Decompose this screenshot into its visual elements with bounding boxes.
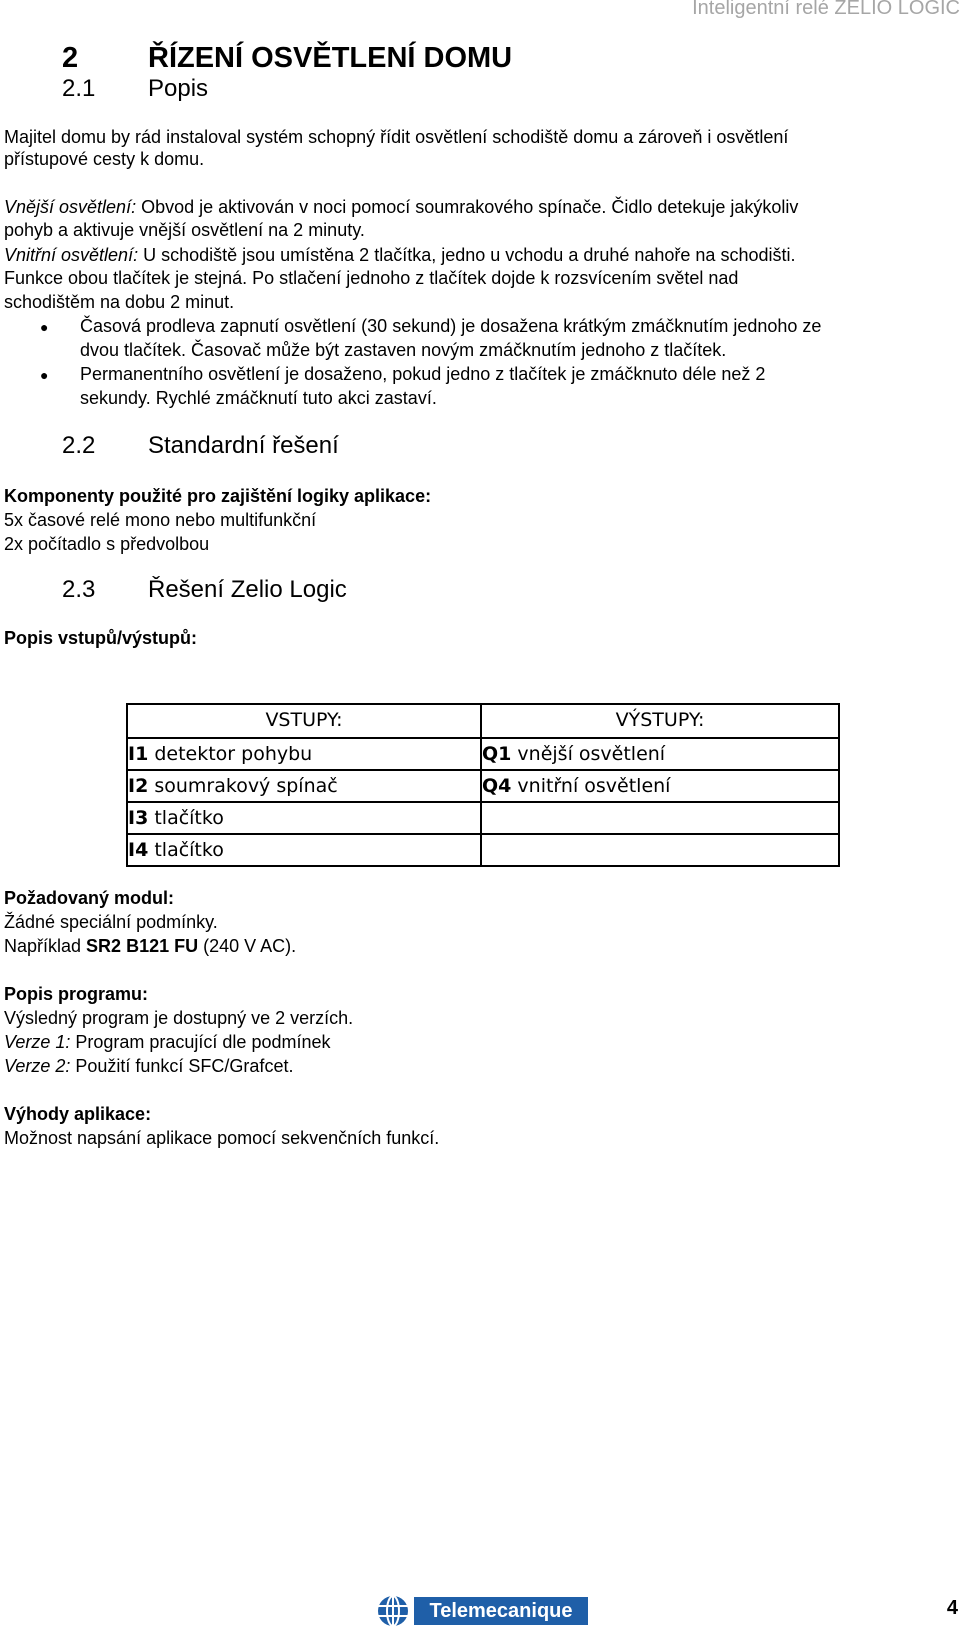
- inputs-header: VSTUPY:: [127, 704, 481, 738]
- output-cell: [481, 770, 839, 802]
- table-header-row: [127, 704, 839, 738]
- table-row: [127, 834, 839, 866]
- components-heading: Komponenty použité pro zajištění logiky aplikace:: [4, 486, 432, 506]
- module-line: Žádné speciální podmínky.: [4, 912, 218, 932]
- page-number: 4: [946, 1597, 958, 1619]
- input-cell: [127, 738, 481, 770]
- module-suffix: (240 V AC).: [198, 936, 297, 956]
- telemecanique-logo: [376, 1595, 586, 1627]
- input-desc: tlačítko: [148, 839, 224, 861]
- version-1-text: Program pracující dle podmínek: [70, 1032, 331, 1052]
- program-heading: Popis programu:: [4, 984, 149, 1004]
- table-row: [127, 738, 839, 770]
- subsection-number-2-3: 2.3: [62, 576, 96, 603]
- outdoor-label: Vnější osvětlení:: [4, 197, 137, 217]
- input-code: I1: [128, 743, 149, 765]
- components-line: 5x časové relé mono nebo multifunkční: [4, 510, 317, 530]
- output-desc: vnější osvětlení: [511, 743, 666, 765]
- subsection-title-2-2: Standardní řešení: [148, 432, 339, 459]
- table-row: [127, 802, 839, 834]
- indoor-line: schodištěm na dobu 2 minut.: [4, 292, 235, 312]
- module-code: SR2 B121 FU: [86, 936, 199, 956]
- outputs-header: VÝSTUPY:: [481, 704, 839, 738]
- input-desc: tlačítko: [148, 807, 224, 829]
- running-header: Inteligentní relé ZELIO LOGIC: [692, 0, 960, 19]
- outdoor-line: pohyb a aktivuje vnější osvětlení na 2 minuty.: [4, 220, 365, 240]
- program-version-1: [4, 1030, 331, 1054]
- advantages-line: Možnost napsání aplikace pomocí sekvenčních funkcí.: [4, 1128, 440, 1148]
- indoor-label: Vnitřní osvětlení:: [4, 245, 139, 265]
- table-row: [127, 770, 839, 802]
- module-line: [4, 934, 296, 958]
- version-2-text: Použití funkcí SFC/Grafcet.: [70, 1056, 294, 1076]
- section-number: 2: [62, 42, 79, 74]
- output-desc: vnitřní osvětlení: [511, 775, 671, 797]
- program-version-2: [4, 1054, 293, 1078]
- input-cell: [127, 834, 481, 866]
- outdoor-text: Obvod je aktivován v noci pomocí soumrakového spínače. Čidlo detekuje jakýkoliv: [136, 197, 799, 217]
- output-cell: [481, 738, 839, 770]
- section-title: ŘÍZENÍ OSVĚTLENÍ DOMU: [148, 42, 513, 74]
- version-2-label: Verze 2:: [4, 1056, 71, 1076]
- subsection-title-2-1: Popis: [148, 75, 209, 102]
- bullet-text: sekundy. Rychlé zmáčknutí tuto akci zastaví.: [80, 388, 437, 408]
- input-cell: [127, 802, 481, 834]
- output-cell: [481, 834, 839, 866]
- indoor-text: U schodiště jsou umístěna 2 tlačítka, jedno u vchodu a druhé nahoře na schodišti.: [138, 245, 796, 265]
- io-table: [126, 703, 840, 867]
- module-prefix: Například: [4, 936, 87, 956]
- version-1-label: Verze 1:: [4, 1032, 71, 1052]
- input-desc: soumrakový spínač: [148, 775, 338, 797]
- input-code: I2: [128, 775, 149, 797]
- input-desc: detektor pohybu: [148, 743, 313, 765]
- indoor-paragraph: [4, 243, 795, 267]
- outdoor-paragraph: [4, 195, 798, 219]
- globe-icon: [376, 1595, 410, 1627]
- bullet-icon: ●: [40, 367, 49, 383]
- input-code: I3: [128, 807, 149, 829]
- bullet-text: dvou tlačítek. Časovač může být zastaven novým zmáčknutím jednoho z tlačítek.: [80, 340, 727, 360]
- subsection-number-2-1: 2.1: [62, 75, 96, 102]
- logo-wordmark: Telemecanique: [414, 1597, 588, 1625]
- indoor-line: Funkce obou tlačítek je stejná. Po stlačení jednoho z tlačítek dojde k rozsvícením světel nad: [4, 268, 739, 288]
- advantages-heading: Výhody aplikace:: [4, 1104, 152, 1124]
- bullet-text: Časová prodleva zapnutí osvětlení (30 sekund) je dosažena krátkým zmáčknutím jednoho ze: [80, 316, 822, 336]
- program-line: Výsledný program je dostupný ve 2 verzích.: [4, 1008, 354, 1028]
- output-cell: [481, 802, 839, 834]
- input-cell: [127, 770, 481, 802]
- bullet-icon: ●: [40, 319, 49, 335]
- input-code: I4: [128, 839, 149, 861]
- intro-line: Majitel domu by rád instaloval systém schopný řídit osvětlení schodiště domu a zároveň i osvětlení: [4, 127, 789, 147]
- io-table-grid: [126, 703, 840, 867]
- output-code: Q1: [482, 743, 512, 765]
- bullet-text: Permanentního osvětlení je dosaženo, pokud jedno z tlačítek je zmáčknuto déle než 2: [80, 364, 766, 384]
- subsection-title-2-3: Řešení Zelio Logic: [148, 576, 347, 603]
- output-code: Q4: [482, 775, 512, 797]
- components-line: 2x počítadlo s předvolbou: [4, 534, 210, 554]
- io-heading: Popis vstupů/výstupů:: [4, 628, 198, 648]
- module-heading: Požadovaný modul:: [4, 888, 175, 908]
- intro-line: přístupové cesty k domu.: [4, 149, 205, 169]
- subsection-number-2-2: 2.2: [62, 432, 96, 459]
